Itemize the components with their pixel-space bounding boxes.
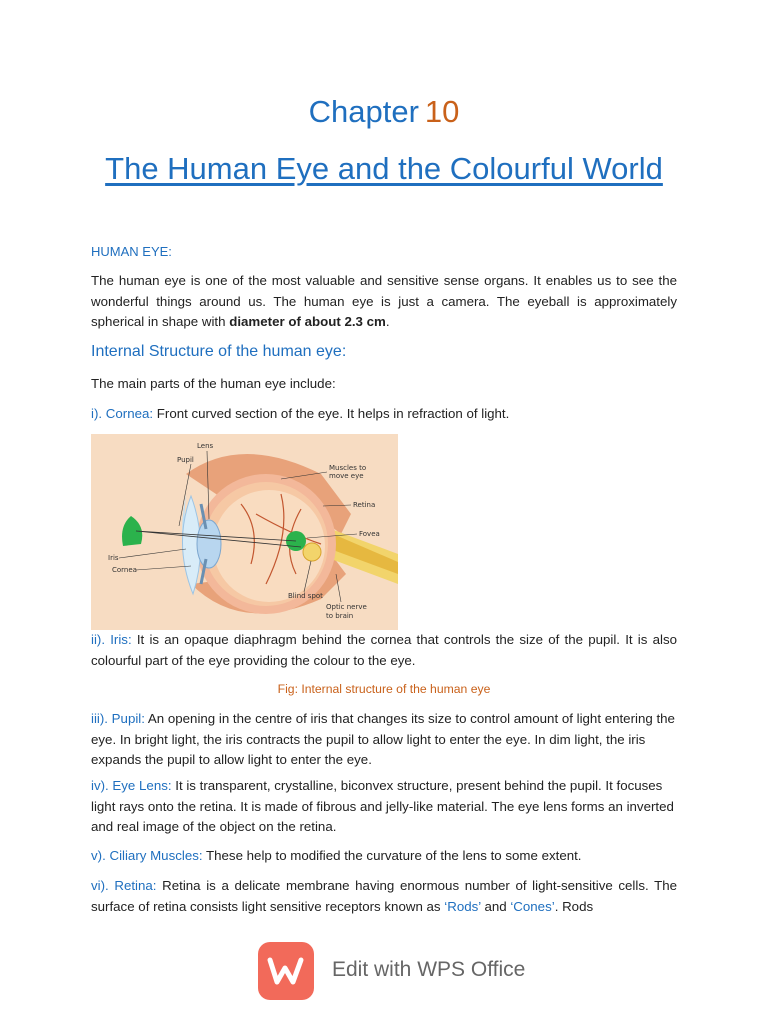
part-cornea	[91, 404, 677, 425]
part-retina-and: and	[480, 898, 511, 914]
part-retina-text-a: Retina is a delicate membrane having enormous number of light-sensitive cells. The surface of retina consists light sensitive receptors known as	[91, 878, 677, 914]
intro-paragraph	[91, 271, 677, 333]
part-retina-text-b: . Rods	[554, 898, 594, 914]
part-ciliary-text: These help to modified the curvature of the lens to some extent.	[202, 848, 582, 863]
part-retina-cones: ‘Cones’	[510, 898, 555, 914]
part-pupil-label: iii). Pupil:	[91, 711, 145, 726]
fig-label-retina: Retina	[353, 501, 376, 509]
wps-edit-banner[interactable]	[258, 942, 558, 1002]
fig-label-optic-1: Optic nerve	[326, 603, 367, 611]
fig-label-muscles-2: move eye	[329, 472, 364, 480]
page-title: The Human Eye and the Colourful World	[105, 151, 663, 186]
fig-label-pupil: Pupil	[177, 456, 194, 464]
intro-bold: diameter of about 2.3 cm	[229, 314, 386, 329]
part-retina-label: vi). Retina:	[91, 878, 157, 893]
fig-label-optic-2: to brain	[326, 612, 354, 620]
section-heading-human-eye: HUMAN EYE:	[91, 244, 172, 259]
part-cornea-label: i). Cornea:	[91, 406, 154, 421]
part-pupil-text: An opening in the centre of iris that changes its size to control amount of light entering the eye. In bright light, the iris contracts the pupil to allow light to enter the eye. In dim light, the iris expands the pupil to allow light to enter the eye.	[91, 711, 675, 767]
fig-label-fovea: Fovea	[359, 530, 380, 538]
part-eye-lens	[91, 776, 677, 838]
chapter-word: Chapter	[308, 94, 419, 129]
intro-end: .	[385, 314, 390, 329]
part-eye-lens-text: It is transparent, crystalline, biconvex structure, present behind the pupil. It focuses light rays onto the retina. It is made of fibrous and jelly-like material. The eye lens forms an inverted and real image of the object on the retina.	[91, 778, 674, 834]
part-retina	[91, 876, 677, 917]
part-ciliary-label: v). Ciliary Muscles:	[91, 848, 203, 863]
part-cornea-text: Front curved section of the eye. It helps in refraction of light.	[153, 406, 510, 421]
part-ciliary-muscles	[91, 846, 677, 867]
fig-label-muscles-1: Muscles to	[329, 464, 367, 472]
wps-logo-icon[interactable]	[258, 942, 314, 1000]
eye-diagram	[91, 434, 398, 630]
fig-label-lens: Lens	[197, 442, 214, 450]
part-iris	[91, 630, 677, 671]
subheading-internal-structure: Internal Structure of the human eye:	[91, 343, 347, 360]
part-retina-rods: ‘Rods’	[444, 898, 481, 914]
chapter-number: 10	[424, 94, 460, 129]
wps-edit-text[interactable]: Edit with WPS Office	[332, 958, 526, 981]
fig-label-blind-spot: Blind spot	[288, 592, 323, 600]
chapter-heading	[0, 94, 768, 130]
part-eye-lens-label: iv). Eye Lens:	[91, 778, 172, 793]
part-iris-label: ii). Iris:	[91, 632, 132, 647]
figure-caption: Fig: Internal structure of the human eye	[277, 682, 491, 696]
part-pupil	[91, 709, 677, 771]
main-parts-lead: The main parts of the human eye include:	[91, 376, 336, 391]
fig-label-cornea: Cornea	[112, 566, 137, 574]
part-iris-text: It is an opaque diaphragm behind the cornea that controls the size of the pupil. It is also colourful part of the eye providing the colour to the eye.	[91, 632, 677, 668]
fig-label-iris: Iris	[108, 554, 119, 562]
intro-text: The human eye is one of the most valuable and sensitive sense organs. It enables us to see the wonderful things around us. The human eye is just a camera. The eyeball is approximately spherical in shape with	[91, 273, 677, 329]
